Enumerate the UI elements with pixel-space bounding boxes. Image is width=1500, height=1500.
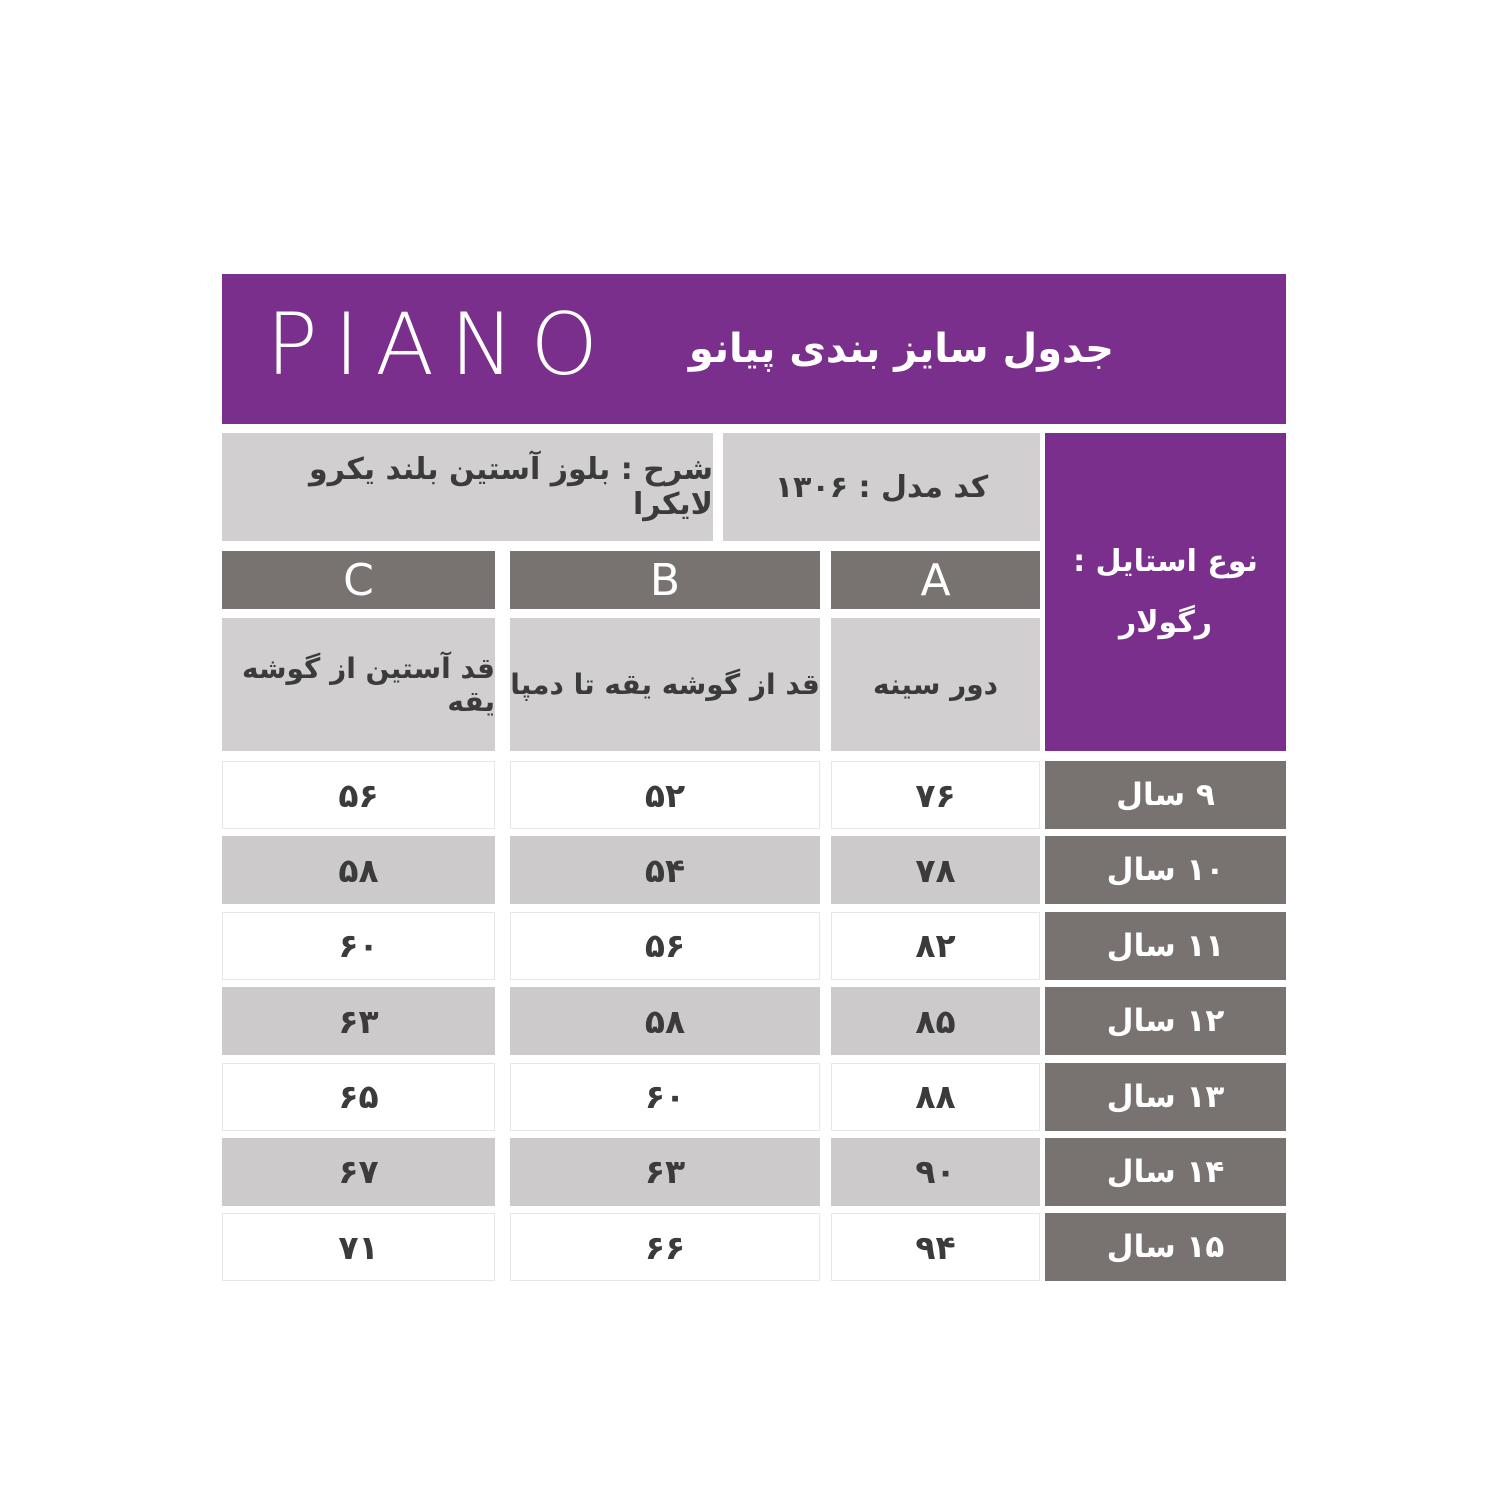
row-age-label: ۱۰ سال xyxy=(1045,836,1286,904)
cell-c: ۶۳ xyxy=(222,987,495,1055)
cell-c: ۶۵ xyxy=(222,1063,495,1131)
cell-b: ۵۲ xyxy=(510,761,820,829)
column-header-a: A xyxy=(831,551,1040,609)
row-age-label: ۱۳ سال xyxy=(1045,1063,1286,1131)
header-band xyxy=(222,274,1286,424)
cell-b: ۵۶ xyxy=(510,912,820,980)
column-header-c: C xyxy=(222,551,495,609)
column-label-c: قد آستین از گوشه یقه xyxy=(222,618,495,751)
model-code-cell: کد مدل : ۱۳۰۶ xyxy=(723,433,1040,541)
cell-b: ۶۶ xyxy=(510,1213,820,1281)
column-label-b: قد از گوشه یقه تا دمپا xyxy=(510,618,820,751)
row-age-label: ۱۲ سال xyxy=(1045,987,1286,1055)
row-age-label: ۹ سال xyxy=(1045,761,1286,829)
style-type-value: رگولار xyxy=(1118,605,1213,640)
cell-c: ۷۱ xyxy=(222,1213,495,1281)
cell-c: ۶۷ xyxy=(222,1138,495,1206)
cell-c: ۵۶ xyxy=(222,761,495,829)
cell-a: ۹۰ xyxy=(831,1138,1040,1206)
column-header-b: B xyxy=(510,551,820,609)
cell-b: ۵۸ xyxy=(510,987,820,1055)
cell-a: ۷۶ xyxy=(831,761,1040,829)
cell-a: ۷۸ xyxy=(831,836,1040,904)
cell-a: ۹۴ xyxy=(831,1213,1040,1281)
cell-c: ۶۰ xyxy=(222,912,495,980)
description-cell: شرح : بلوز آستین بلند یکرو لایکرا xyxy=(222,433,713,541)
cell-b: ۶۳ xyxy=(510,1138,820,1206)
data-rows xyxy=(222,761,1286,1281)
table-row xyxy=(222,1213,1286,1281)
column-label-a: دور سینه xyxy=(831,618,1040,751)
cell-a: ۸۸ xyxy=(831,1063,1040,1131)
style-type-label: نوع استایل : xyxy=(1073,544,1258,579)
row-age-label: ۱۴ سال xyxy=(1045,1138,1286,1206)
row-age-label: ۱۱ سال xyxy=(1045,912,1286,980)
style-type-cell xyxy=(1045,433,1286,751)
page-title: جدول سایز بندی پیانو xyxy=(688,326,1114,372)
table-row xyxy=(222,836,1286,904)
cell-a: ۸۵ xyxy=(831,987,1040,1055)
cell-b: ۵۴ xyxy=(510,836,820,904)
table-row xyxy=(222,1138,1286,1206)
cell-a: ۸۲ xyxy=(831,912,1040,980)
table-row xyxy=(222,987,1286,1055)
table-row xyxy=(222,761,1286,829)
brand-logo: PIANO xyxy=(266,295,615,395)
table-row xyxy=(222,912,1286,980)
cell-b: ۶۰ xyxy=(510,1063,820,1131)
table-row xyxy=(222,1063,1286,1131)
cell-c: ۵۸ xyxy=(222,836,495,904)
row-age-label: ۱۵ سال xyxy=(1045,1213,1286,1281)
size-chart-table xyxy=(222,274,1286,1284)
